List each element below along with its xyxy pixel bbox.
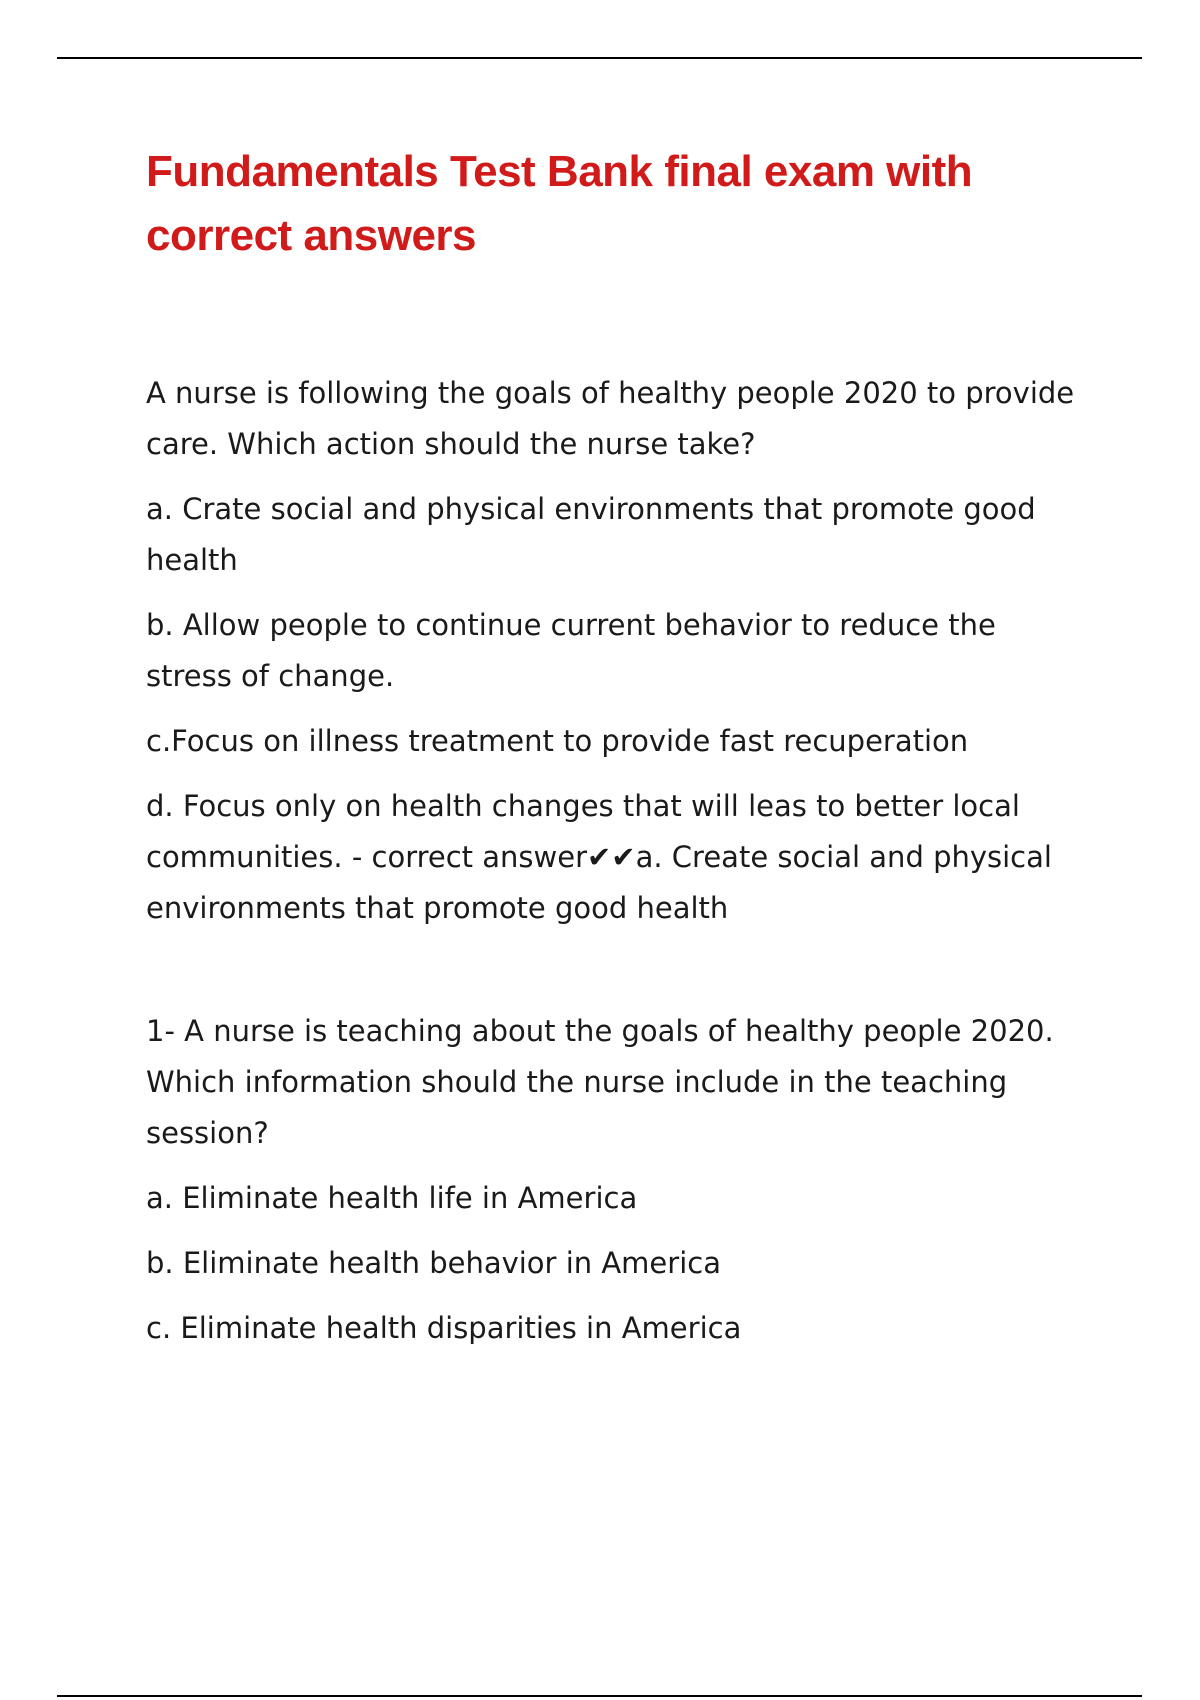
question-stem: A nurse is following the goals of healthy people 2020 to provide care. Which action should the nurse take? [146, 376, 1075, 461]
answer-option: c.Focus on illness treatment to provide fast recuperation [146, 724, 969, 758]
footer-rule [57, 1695, 1142, 1697]
answer-option: a. Eliminate health life in America [146, 1181, 638, 1215]
answer-option-with-correct-answer: d. Focus only on health changes that will leas to better local communities. - correct answer✔✔a. Create social and physical environments that promote good health [146, 789, 1052, 925]
answer-option: b. Eliminate health behavior in America [146, 1246, 721, 1280]
question-block [146, 1006, 1086, 1354]
question-block [146, 368, 1086, 934]
question-stem: 1- A nurse is teaching about the goals of healthy people 2020. Which information should the nurse include in the teaching session? [146, 1014, 1054, 1150]
answer-option: c. Eliminate health disparities in America [146, 1311, 742, 1345]
page-content [146, 140, 1086, 1354]
document-title: Fundamentals Test Bank final exam with correct answers [146, 147, 973, 260]
answer-option: a. Crate social and physical environments that promote good health [146, 492, 1036, 577]
answer-option: b. Allow people to continue current behavior to reduce the stress of change. [146, 608, 996, 693]
header-rule [57, 57, 1142, 59]
